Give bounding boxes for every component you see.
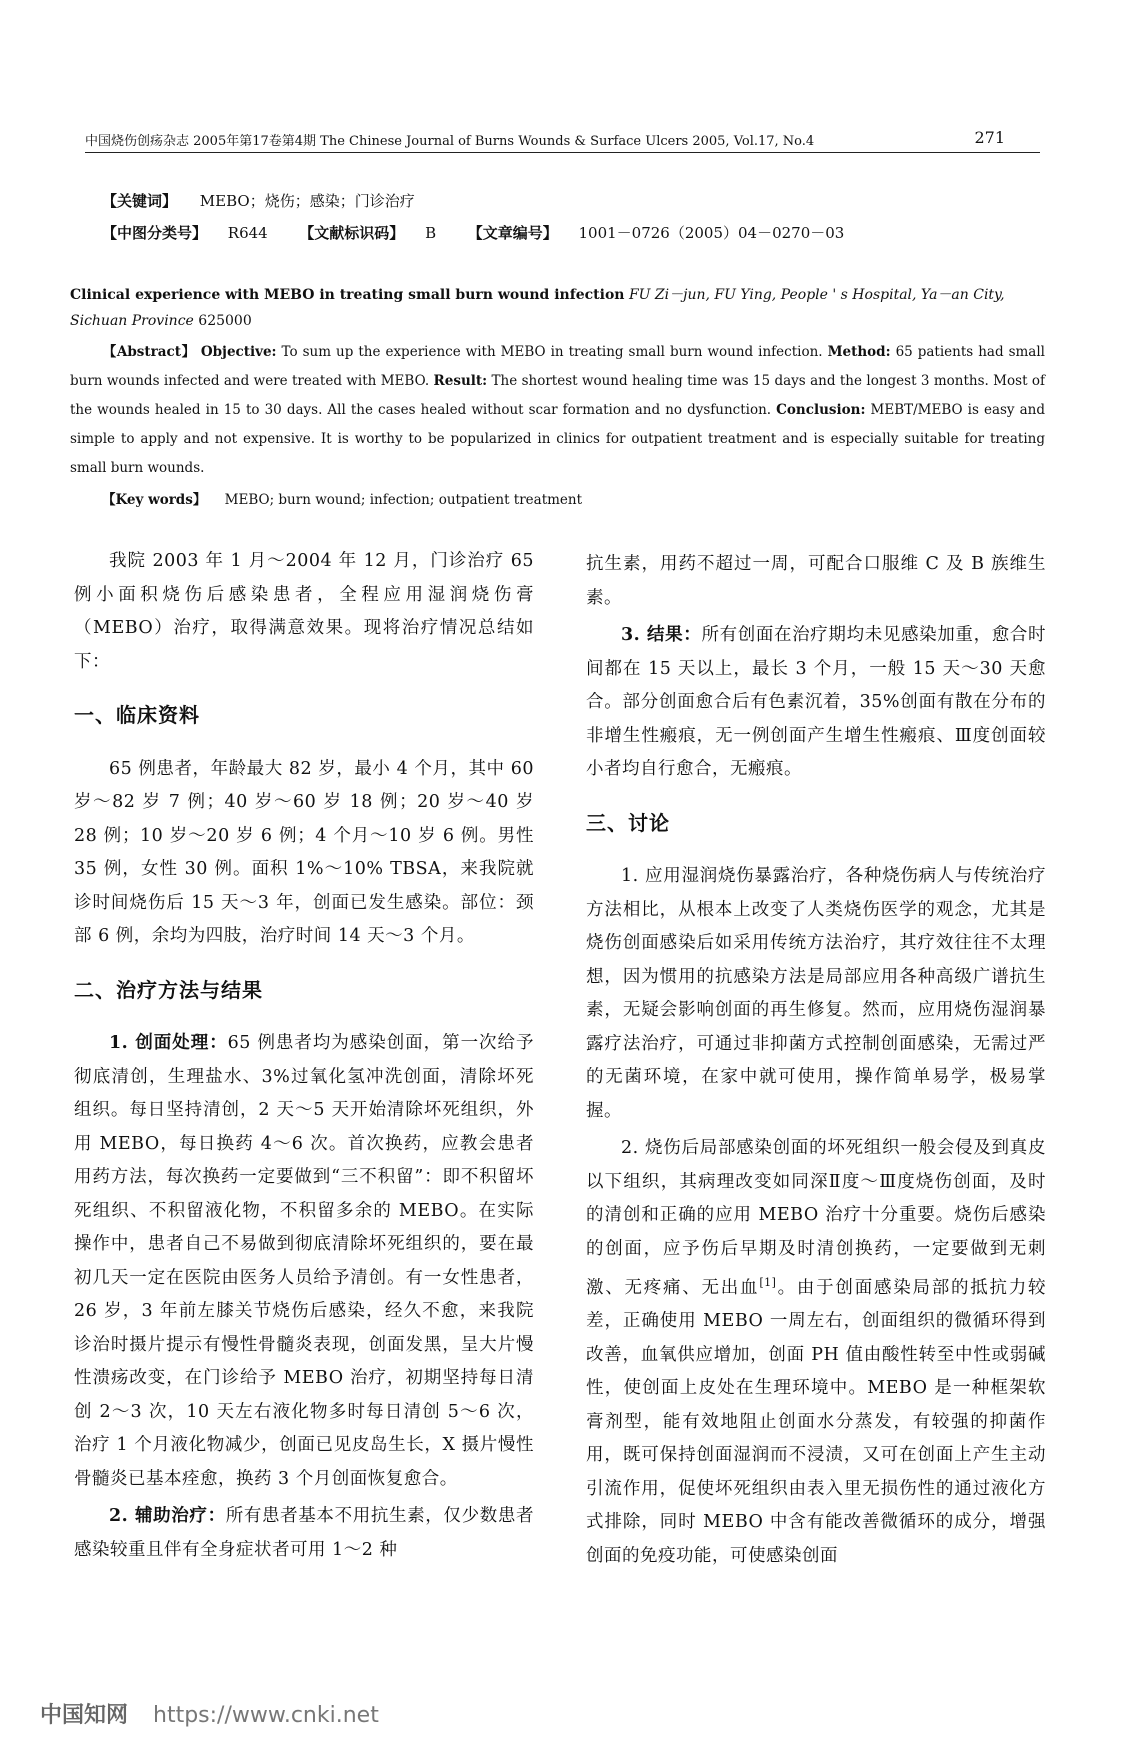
adjuvant-therapy-text: 所有患者基本不用抗生素，仅少数患者感染较重且伴有全身症状者可用 1～2 种 [74, 1506, 534, 1560]
clc-label: 【中图分类号】 [102, 224, 208, 242]
results-paragraph [586, 619, 1046, 787]
postcode: 625000 [198, 313, 252, 329]
english-keywords-label: 【Key words】 [102, 492, 207, 508]
result-label: Result: [433, 373, 488, 389]
objective-text: To sum up the experience with MEBO in treating small burn wound infection. [281, 344, 823, 360]
page-number: 271 [974, 128, 1005, 147]
cnki-logo: 中国知网 [40, 1703, 129, 1728]
discussion-paragraph-2-tail: 。由于创面感染局部的抵抗力较差，正确使用 MEBO 一周左右，创面组织的微循环得到改善，血氧供应增加，创面 PH 值由酸性转至中性或弱碱性，使创面上皮处在生理环境中。MEBO 是一种框架软膏剂型，能有效地阻止创面水分蒸发，有较强的抑菌作用，既可保持创面湿润而不浸渍，又可在创面上产生主动引流作用，促使坏死组织由表入里无损伤性的通过液化方式排除，同时 MEBO 中含有能改善微循环的成分，增强创面的免疫功能，可使感染创面 [586, 1277, 1047, 1566]
english-title: Clinical experience with MEBO in treating small burn wound infection [70, 287, 625, 303]
keywords-cn [102, 190, 415, 211]
discussion-paragraph-2-text: 2. 烧伤后局部感染创面的坏死组织一般会侵及到真皮以下组织，其病理改变如同深Ⅱ度～Ⅲ度烧伤创面，及时的清创和正确的应用 MEBO 治疗十分重要。烧伤后感染的创面，应予伤后早期及时清创换药，一定要做到无刺激、无疼痛、无出血 [586, 1138, 1046, 1298]
conclusion-label: Conclusion: [776, 402, 866, 418]
result-text: The shortest wound healing time was 15 days and the longest 3 months. Most of the wounds healed in 15 to 30 days. All the cases healed without scar formation and no dysfunction. [70, 373, 1045, 418]
english-title-block [70, 282, 1045, 334]
keywords-cn-value: MEBO；烧伤；感染；门诊治疗 [199, 192, 415, 210]
section-heading-2: 二、治疗方法与结果 [74, 977, 263, 1002]
doc-code-value: B [425, 224, 437, 242]
method-text: 65 patients had small burn wounds infected and were treated with MEBO. [70, 344, 1045, 389]
section-heading-1: 一、临床资料 [74, 703, 200, 727]
keywords-cn-label: 【关键词】 [102, 192, 178, 210]
article-no-label: 【文章编号】 [467, 224, 558, 242]
wound-treatment-text: 65 例患者均为感染创面，第一次给予彻底清创，生理盐水、3%过氧化氢冲洗创面，清除坏死组织。每日坚持清创，2 天～5 天开始清除坏死组织，外用 MEBO，每日换药 4～6 次。首次换药，应教会患者用药方法，每次换药一定要做到“三不积留”：即不积留坏死组织、不积留液化物，不积留多余的 MEBO。在实际操作中，患者自己不易做到彻底清除坏死组织的，要在最初几天一定在医院由医务人员给予清创。有一女性患者，26 岁，3 年前左膝关节烧伤后感染，经久不愈，来我院诊治时摄片提示有慢性骨髓炎表现，创面发黑，呈大片慢性溃疡改变，在门诊给予 MEBO 治疗，初期坚持每日清创 2～3 次，10 天左右液化物多时每日清创 5～6 次，治疗 1 个月液化物减少，创面已见皮岛生长，X 摄片慢性骨髓炎已基本痊愈，换药 3 个月创面恢复愈合。 [74, 1033, 534, 1489]
english-keywords-value: MEBO; burn wound; infection; outpatient treatment [224, 492, 583, 508]
cnki-watermark [40, 1698, 379, 1729]
doc-code-label: 【文献标识码】 [299, 224, 405, 242]
journal-citation: 中国烧伤创疡杂志 2005年第17卷第4期 The Chinese Journal of Burns Wounds & Surface Ulcers 2005, Vol.17, No.4 [85, 134, 815, 149]
conclusion-text: MEBT/MEBO is easy and simple to apply and not expensive. It is worthy to be popularized in clinics for outpatient treatment and is especially suitable for treating small burn wounds. [70, 402, 1046, 476]
objective-label: Objective: [200, 344, 277, 360]
left-column [74, 545, 534, 1571]
right-column [586, 548, 1046, 1577]
wound-treatment-paragraph [74, 1027, 534, 1496]
adjuvant-therapy-head: 2. 辅助治疗： [109, 1506, 226, 1526]
classification-line [102, 222, 844, 243]
adjuvant-therapy-paragraph [74, 1500, 534, 1567]
adjuvant-therapy-continued: 抗生素，用药不超过一周，可配合口服维 C 及 B 族维生素。 [586, 554, 1046, 608]
abstract-label: 【Abstract】 [102, 344, 196, 360]
english-abstract [70, 338, 1045, 483]
discussion-paragraph-2 [586, 1132, 1046, 1573]
running-header [85, 126, 1045, 150]
cnki-url[interactable]: https://www.cnki.net [153, 1703, 379, 1728]
discussion-paragraph-1: 1. 应用湿润烧伤暴露治疗，各种烧伤病人与传统治疗方法相比，从根本上改变了人类烧伤医学的观念，尤其是烧伤创面感染后如采用传统方法治疗，其疗效往往不太理想，因为惯用的抗感染方法是局部应用各种高级广谱抗生素，无疑会影响创面的再生修复。然而，应用烧伤湿润暴露疗法治疗，可通过非抑菌方式控制创面感染，无需过严的无菌环境，在家中就可使用，操作简单易学，极易掌握。 [586, 866, 1046, 1121]
wound-treatment-head: 1. 创面处理： [109, 1033, 228, 1053]
english-keywords [102, 488, 582, 508]
results-head: 3. 结果： [621, 625, 702, 645]
header-rule [85, 152, 1040, 153]
results-text: 所有创面在治疗期均未见感染加重，愈合时间都在 15 天以上，最长 3 个月，一般 15 天～30 天愈合。部分创面愈合后有色素沉着，35%创面有散在分布的非增生性瘢痕，无一例创面产生增生性瘢痕、Ⅲ度创面较小者均自行愈合，无瘢痕。 [586, 625, 1046, 779]
english-authors: FU Zi－jun, FU Ying, People ' s Hospital, Ya－an City, Sichuan Province [70, 287, 1005, 329]
section-heading-3: 三、讨论 [586, 810, 670, 835]
method-label: Method: [827, 344, 891, 360]
citation-ref[interactable]: [1] [759, 1276, 777, 1289]
article-no-value: 1001－0726（2005）04－0270－03 [578, 224, 845, 242]
clc-value: R644 [227, 224, 268, 242]
intro-paragraph: 我院 2003 年 1 月～2004 年 12 月，门诊治疗 65 例小面积烧伤后感染患者，全程应用湿润烧伤膏（MEBO）治疗，取得满意效果。现将治疗情况总结如下： [74, 551, 534, 672]
clinical-data-paragraph: 65 例患者，年龄最大 82 岁，最小 4 个月，其中 60 岁～82 岁 7 例；40 岁～60 岁 18 例；20 岁～40 岁 28 例；10 岁～20 岁 6 例；4 个月～10 岁 6 例。男性 35 例，女性 30 例。面积 1%～10% TBSA，来我院就诊时间烧伤后 15 天～3 年，创面已发生感染。部位：颈部 6 例，余均为四肢，治疗时间 14 天～3 个月。 [74, 758, 534, 946]
